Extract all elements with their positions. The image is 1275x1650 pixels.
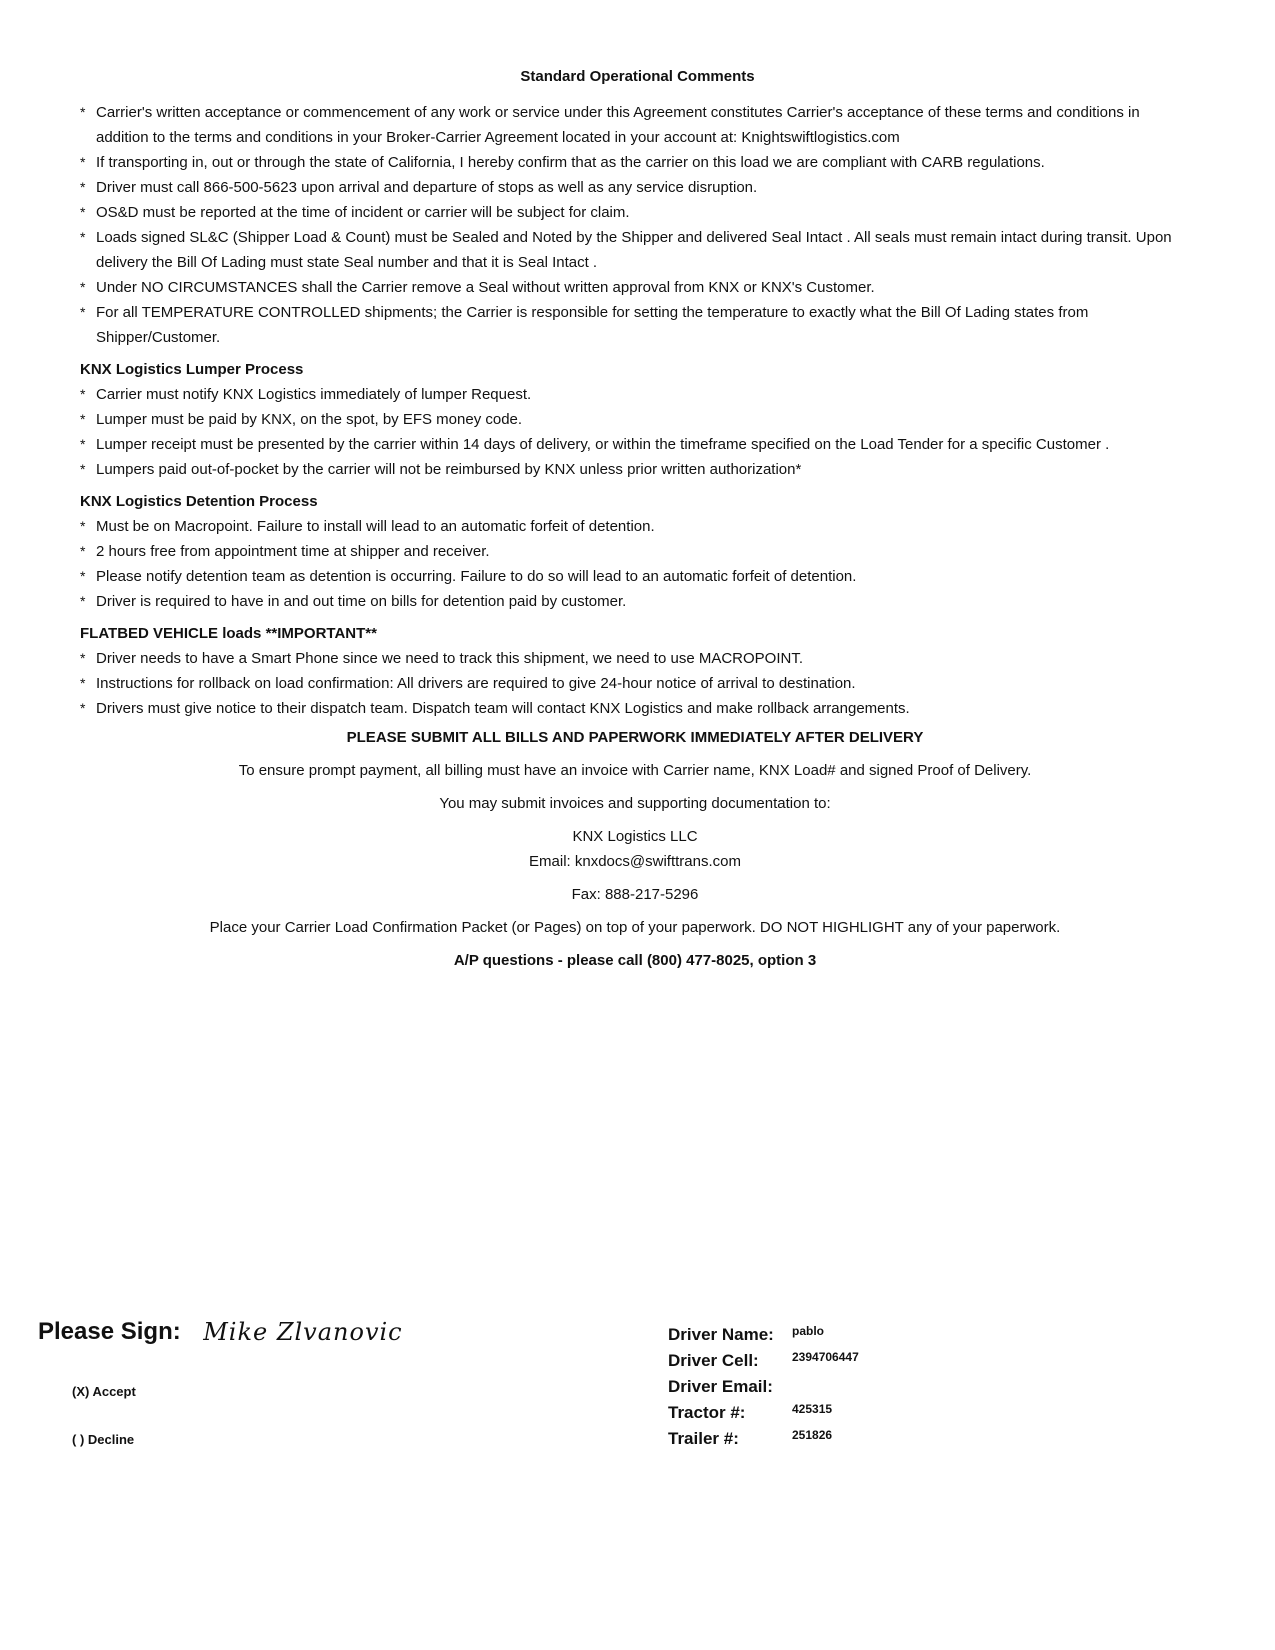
lumper-heading: KNX Logistics Lumper Process (80, 361, 304, 378)
comment-item: * Loads signed SL&C (Shipper Load & Count) must be Sealed and Noted by the Shipper and delivered Seal Intact . All seals must remain intact during transit. Upon delivery the Bill Of Lading must state Seal number and that it is Seal Intact . (80, 225, 1190, 275)
driver-info (668, 1322, 1168, 1452)
detention-item: * Driver is required to have in and out time on bills for detention paid by customer. (80, 589, 1190, 614)
please-sign-label: Please Sign: (38, 1318, 181, 1345)
docs-email: Email: knxdocs@swifttrans.com (529, 853, 741, 870)
detention-item: * Must be on Macropoint. Failure to install will lead to an automatic forfeit of detention. (80, 514, 1190, 539)
submit-heading: PLEASE SUBMIT ALL BILLS AND PAPERWORK IMMEDIATELY AFTER DELIVERY (346, 729, 924, 746)
trailer-row (668, 1426, 1168, 1452)
detention-list (80, 514, 1190, 614)
trailer-value: 251826 (792, 1428, 833, 1442)
submit-to-text: You may submit invoices and supporting documentation to: (439, 795, 831, 812)
comment-item: * If transporting in, out or through the state of California, I hereby confirm that as the carrier on this load we are compliant with CARB regulations. (80, 150, 1190, 175)
driver-cell-label: Driver Cell: (668, 1351, 759, 1370)
comment-item: * Under NO CIRCUMSTANCES shall the Carrier remove a Seal without written approval from KNX or KNX's Customer. (80, 275, 1190, 300)
tractor-value: 425315 (792, 1402, 833, 1416)
signature-section (38, 1318, 638, 1447)
comment-item: * Carrier's written acceptance or commencement of any work or service under this Agreement constitutes Carrier's acceptance of these terms and conditions in addition to the terms and conditions in your Broker-Carrier Agreement located in your account at: Knightswiftlogistics.com (80, 100, 1190, 150)
handwritten-signature: Mike Zlvanovic (203, 1318, 403, 1346)
docs-fax: Fax: 888-217-5296 (571, 886, 699, 903)
paperwork-placement-text: Place your Carrier Load Confirmation Packet (or Pages) on top of your paperwork. DO NOT HIGHLIGHT any of your paperwork. (209, 919, 1061, 936)
tractor-row (668, 1400, 1168, 1426)
prompt-payment-text: To ensure prompt payment, all billing must have an invoice with Carrier name, KNX Load# and signed Proof of Delivery. (238, 762, 1032, 779)
flatbed-item: * Instructions for rollback on load confirmation: All drivers are required to give 24-hour notice of arrival to destination. (80, 671, 1190, 696)
driver-name-value: pablo (792, 1324, 824, 1338)
detention-heading: KNX Logistics Detention Process (80, 493, 318, 510)
lumper-item: * Lumpers paid out-of-pocket by the carrier will not be reimbursed by KNX unless prior written authorization* (80, 457, 1190, 482)
flatbed-item: * Driver needs to have a Smart Phone since we need to track this shipment, we need to use MACROPOINT. (80, 646, 1190, 671)
accept-option[interactable]: (X) Accept (72, 1384, 136, 1399)
comment-item: * For all TEMPERATURE CONTROLLED shipments; the Carrier is responsible for setting the temperature to exactly what the Bill Of Lading states from Shipper/Customer. (80, 300, 1190, 350)
flatbed-item: * Drivers must give notice to their dispatch team. Dispatch team will contact KNX Logistics and make rollback arrangements. (80, 696, 1190, 721)
lumper-item: * Carrier must notify KNX Logistics immediately of lumper Request. (80, 382, 1190, 407)
decline-option[interactable]: ( ) Decline (72, 1432, 135, 1447)
lumper-list (80, 382, 1190, 482)
terms-content (80, 100, 1190, 973)
company-name: KNX Logistics LLC (572, 828, 698, 845)
ap-questions: A/P questions - please call (800) 477-8025, option 3 (453, 952, 817, 969)
driver-name-label: Driver Name: (668, 1325, 774, 1344)
driver-cell-row (668, 1348, 1168, 1374)
detention-item: * Please notify detention team as detention is occurring. Failure to do so will lead to an automatic forfeit of detention. (80, 564, 1190, 589)
comment-item: * OS&D must be reported at the time of incident or carrier will be subject for claim. (80, 200, 1190, 225)
driver-name-row (668, 1322, 1168, 1348)
standard-comments-list (80, 100, 1190, 350)
flatbed-list (80, 646, 1190, 721)
driver-cell-value: 2394706447 (792, 1350, 859, 1364)
document-title: Standard Operational Comments (520, 68, 755, 85)
detention-item: * 2 hours free from appointment time at shipper and receiver. (80, 539, 1190, 564)
driver-email-row (668, 1374, 1168, 1400)
comment-item: * Driver must call 866-500-5623 upon arrival and departure of stops as well as any service disruption. (80, 175, 1190, 200)
driver-email-label: Driver Email: (668, 1377, 773, 1396)
lumper-item: * Lumper must be paid by KNX, on the spot, by EFS money code. (80, 407, 1190, 432)
trailer-label: Trailer #: (668, 1429, 739, 1448)
tractor-label: Tractor #: (668, 1403, 746, 1422)
flatbed-heading: FLATBED VEHICLE loads **IMPORTANT** (80, 625, 377, 642)
submission-instructions (80, 725, 1190, 973)
lumper-item: * Lumper receipt must be presented by the carrier within 14 days of delivery, or within the timeframe specified on the Load Tender for a specific Customer . (80, 432, 1190, 457)
